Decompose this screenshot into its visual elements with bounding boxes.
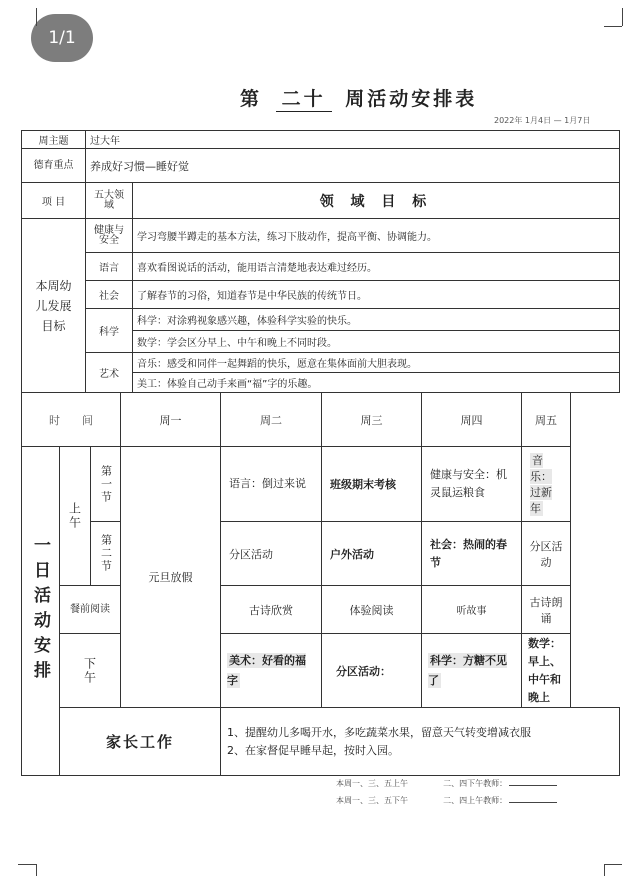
- goal-language: 喜欢看图说话的活动，能用语言清楚地表达难过经历。: [133, 253, 620, 281]
- footer-line-2: [336, 795, 557, 806]
- schedule-row-second: [22, 522, 620, 586]
- second-wed: 户外活动: [322, 522, 422, 586]
- schedule-header-row: [22, 393, 620, 447]
- crop-mark-top-right-h: [604, 26, 622, 27]
- second-thu: 社会：热闹的春节: [422, 522, 522, 586]
- reading-tue: 古诗欣赏: [221, 586, 322, 634]
- second-tue: 分区活动: [221, 522, 322, 586]
- goal-row-health: [22, 219, 620, 253]
- reading-thu: 听故事: [422, 586, 522, 634]
- afternoon-wed: 分区活动：: [322, 634, 422, 708]
- afternoon-fri: 数学：早上、中午和晚上: [522, 634, 571, 708]
- theme-row: [22, 131, 620, 149]
- goals-table: [21, 130, 620, 393]
- footer-line2-left: 本周一、三、五下午: [336, 796, 408, 805]
- schedule-row-first: [22, 447, 620, 522]
- header-project: 项 目: [22, 183, 86, 219]
- focus-value: 养成好习惯—睡好觉: [86, 149, 620, 183]
- monday-holiday: 元旦放假: [121, 447, 221, 708]
- goal-row-language: [22, 253, 620, 281]
- area-art: 艺术: [86, 353, 133, 393]
- day-mon: 周一: [121, 393, 221, 447]
- first-fri: 音乐：过新年: [530, 454, 552, 515]
- footer-line1-left: 本周一、三、五上午: [336, 779, 408, 788]
- schedule-table: [21, 392, 620, 776]
- reading-fri: 古诗朗诵: [522, 586, 571, 634]
- goal-social: 了解春节的习俗，知道春节是中华民族的传统节日。: [133, 281, 620, 309]
- crop-mark-bottom-right-v: [604, 864, 605, 876]
- crop-mark-top-left: [36, 8, 55, 26]
- goals-header-row: [22, 183, 620, 219]
- day-activity-label: 一日活动安排: [22, 447, 60, 776]
- header-goals: 领 域 目 标: [133, 183, 620, 219]
- page-title: [240, 84, 477, 112]
- goal-art-2: 美工：体验自己动手来画“福”字的乐趣。: [133, 372, 619, 392]
- goal-row-science: [22, 309, 620, 353]
- time-label: 时 间: [22, 393, 121, 447]
- goal-science-1: 科学：对涂鸦视象感兴趣，体验科学实验的快乐。: [137, 316, 357, 327]
- area-language: 语言: [86, 253, 133, 281]
- before-meal-label: 餐前阅读: [60, 586, 121, 634]
- area-science: 科学: [86, 309, 133, 353]
- day-fri: 周五: [522, 393, 571, 447]
- crop-mark-bottom-left: [18, 864, 36, 865]
- second-fri: 分区活动: [522, 522, 571, 586]
- footer-line2-right: 二、四上午教师：: [443, 796, 508, 805]
- theme-label: 周主题: [22, 131, 86, 149]
- goal-row-art: [22, 353, 620, 393]
- reading-wed: 体验阅读: [322, 586, 422, 634]
- goal-health: 学习弯腰半蹲走的基本方法，练习下肢动作，提高平衡、协调能力。: [133, 219, 620, 253]
- title-week: 二十: [276, 84, 332, 112]
- focus-label: 德育重点: [22, 149, 86, 183]
- crop-mark-bottom-right: [604, 864, 622, 865]
- goal-row-social: [22, 281, 620, 309]
- day-tue: 周二: [221, 393, 322, 447]
- footer-line-1: [336, 778, 557, 789]
- schedule-row-afternoon: [22, 634, 620, 708]
- afternoon-tue: 美术：好看的福字: [227, 653, 306, 687]
- schedule-row-reading: [22, 586, 620, 634]
- parents-line-1: 1、提醒幼儿多喝开水，多吃蔬菜水果，留意天气转变增减衣服: [227, 725, 531, 739]
- date-range: 2022年 1月4日 — 1月7日: [494, 116, 591, 125]
- second-session-label: 第二节: [91, 522, 121, 586]
- theme-value: 过大年: [86, 131, 620, 149]
- first-tue: 语言：倒过来说: [221, 447, 322, 522]
- crop-mark-bottom-left-v: [36, 864, 37, 876]
- footer-line1-right: 二、四下午教师：: [443, 779, 508, 788]
- parents-label: 家长工作: [60, 708, 221, 776]
- title-suffix: 周活动安排表: [345, 88, 478, 110]
- focus-row: [22, 149, 620, 183]
- first-session-label: 第一节: [91, 447, 121, 522]
- area-social: 社会: [86, 281, 133, 309]
- first-wed: 班级期末考核: [322, 447, 422, 522]
- day-thu: 周四: [422, 393, 522, 447]
- am-label: 上午: [60, 447, 91, 586]
- header-areas: 五大领域: [86, 183, 133, 219]
- dev-label: 本周幼儿发展目标: [22, 219, 86, 393]
- day-wed: 周三: [322, 393, 422, 447]
- goal-art-1: 音乐：感受和同伴一起舞蹈的快乐，愿意在集体面前大胆表现。: [137, 359, 417, 370]
- afternoon-thu: 科学：方糖不见了: [428, 653, 507, 687]
- area-health: 健康与安全: [86, 219, 133, 253]
- title-prefix: 第: [240, 88, 263, 110]
- page-counter-badge: 1/1: [31, 14, 93, 62]
- first-thu: 健康与安全：机灵鼠运粮食: [422, 447, 522, 522]
- goal-science-2: 数学：学会区分早上、中午和晚上不同时段。: [133, 330, 619, 352]
- parents-row: [22, 708, 620, 776]
- crop-mark-top-right: [604, 8, 623, 26]
- pm-label: 下午: [60, 634, 121, 708]
- parents-line-2: 2、在家督促早睡早起，按时入园。: [227, 743, 399, 757]
